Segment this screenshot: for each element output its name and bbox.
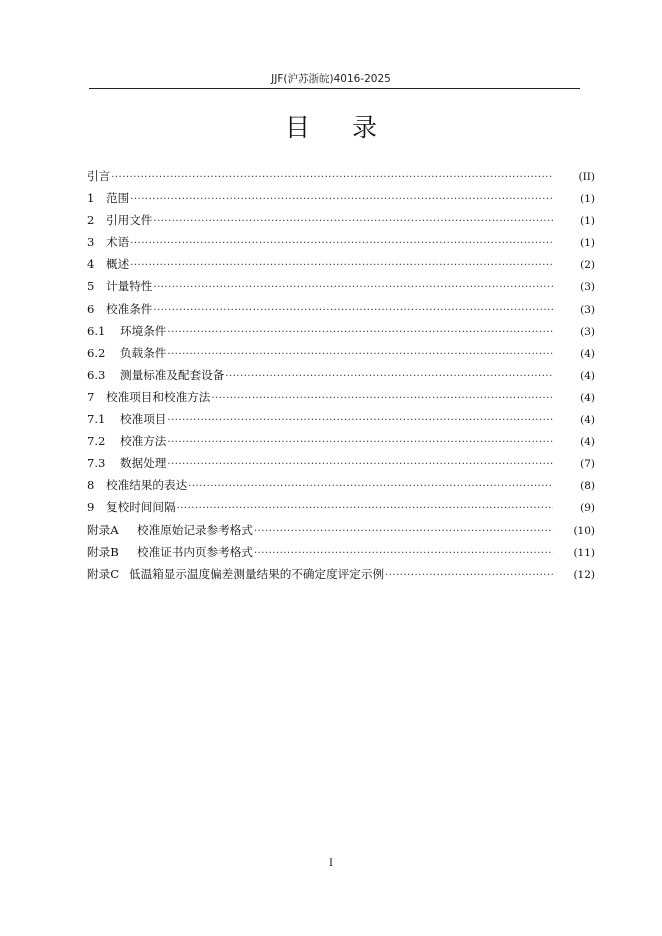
toc-entry-label: 计量特性 (106, 279, 153, 294)
toc-entry-label: 测量标准及配套设备 (120, 367, 225, 382)
toc-entry-page: (1) (580, 215, 595, 228)
toc-entry-number: 6.1 (87, 323, 106, 338)
toc-leader-dots (167, 437, 553, 448)
toc-entry-label: 概述 (106, 257, 130, 272)
toc-entry-number: 6.2 (87, 345, 106, 360)
toc-entry-label: 校准结果的表达 (106, 478, 188, 493)
toc-entry[interactable] (87, 323, 595, 345)
document-code-header: JJF(沪苏浙皖)4016-2025 (271, 73, 391, 85)
toc-entry-number: 附录C (87, 566, 120, 581)
page-number: I (329, 858, 333, 869)
toc-entry-page: (1) (580, 193, 595, 206)
toc-entry[interactable] (87, 389, 595, 411)
toc-entry-label: 校准方法 (120, 434, 167, 449)
toc-leader-dots (188, 481, 553, 492)
toc-entry[interactable] (87, 212, 595, 234)
toc-entry-page: (12) (573, 568, 595, 581)
toc-entry-page: (4) (580, 436, 595, 449)
toc-leader-dots (153, 305, 553, 316)
toc-leader-dots (130, 238, 553, 249)
toc-entry[interactable] (87, 278, 595, 300)
toc-leader-dots (167, 415, 553, 426)
page-title (0, 108, 662, 144)
toc-leader-dots (385, 570, 553, 581)
toc-entry-label: 校准项目和校准方法 (106, 389, 211, 404)
toc-entry-number: 4 (87, 257, 95, 272)
toc-entry-page: (3) (580, 303, 595, 316)
toc-entry-number: 7.2 (87, 434, 106, 449)
toc-entry-label: 引用文件 (106, 213, 153, 228)
toc-entry[interactable] (87, 345, 595, 367)
toc-entry-number: 2 (87, 213, 95, 228)
toc-entry-number: 9 (87, 500, 95, 515)
toc-entry[interactable] (87, 367, 595, 389)
toc-entry-number: 附录B (87, 544, 119, 559)
toc-entry-label: 校准项目 (120, 412, 167, 427)
toc-entry-number: 6 (87, 301, 95, 316)
toc-entry[interactable] (87, 190, 595, 212)
toc-entry[interactable] (87, 433, 595, 455)
title-char-2: 录 (352, 113, 378, 142)
toc-entry-label: 复校时间间隔 (106, 500, 176, 515)
toc-entry-label: 校准条件 (106, 301, 153, 316)
toc-entry-page: (4) (580, 347, 595, 360)
toc-leader-dots (167, 327, 553, 338)
toc-entry-page: (10) (573, 524, 595, 537)
toc-entry-number: 6.3 (87, 367, 106, 382)
toc-leader-dots (153, 282, 553, 293)
toc-entry-page: (3) (580, 325, 595, 338)
toc-leader-dots (153, 216, 553, 227)
toc-entry-label: 校准原始记录参考格式 (137, 522, 253, 537)
toc-leader-dots (254, 526, 553, 537)
toc-leader-dots (167, 459, 553, 470)
toc-entry[interactable] (87, 301, 595, 323)
toc-entry-number: 3 (87, 235, 95, 250)
toc-leader-dots (130, 194, 553, 205)
toc-entry-label: 引言 (87, 169, 111, 183)
toc-entry[interactable] (87, 522, 595, 544)
toc-entry-label: 范围 (106, 191, 130, 206)
header-divider (89, 88, 580, 89)
title-char-1: 目 (284, 113, 310, 142)
table-of-contents (87, 168, 595, 588)
toc-entry[interactable] (87, 566, 595, 588)
toc-entry[interactable] (87, 544, 595, 566)
toc-entry[interactable] (87, 499, 595, 521)
toc-entry[interactable] (87, 234, 595, 256)
toc-entry-page: (7) (580, 458, 595, 471)
toc-entry-page: (3) (580, 281, 595, 294)
toc-entry[interactable] (87, 168, 595, 190)
toc-entry-page: (1) (580, 237, 595, 250)
toc-leader-dots (167, 349, 553, 360)
toc-entry-page: (4) (580, 391, 595, 404)
toc-entry-label: 负载条件 (120, 345, 167, 360)
toc-entry-label: 低温箱显示温度偏差测量结果的不确定度评定示例 (129, 566, 385, 581)
toc-entry-label: 术语 (106, 235, 130, 250)
toc-leader-dots (211, 393, 553, 404)
toc-leader-dots (111, 172, 553, 183)
toc-entry-label: 数据处理 (120, 456, 167, 471)
toc-entry-number: 7.3 (87, 456, 106, 471)
toc-leader-dots (130, 260, 553, 271)
toc-leader-dots (177, 503, 553, 514)
toc-entry-number: 5 (87, 279, 95, 294)
toc-entry-number: 8 (87, 478, 95, 493)
toc-entry-page: (8) (580, 480, 595, 493)
toc-entry[interactable] (87, 477, 595, 499)
toc-entry[interactable] (87, 411, 595, 433)
toc-entry[interactable] (87, 455, 595, 477)
toc-entry-page: (II) (578, 171, 595, 183)
toc-entry-label: 环境条件 (120, 323, 167, 338)
toc-entry-page: (9) (580, 502, 595, 515)
toc-entry-number: 附录A (87, 522, 119, 537)
toc-entry-number: 1 (87, 191, 95, 206)
toc-entry-number: 7 (87, 389, 95, 404)
toc-entry-page: (4) (580, 369, 595, 382)
toc-entry[interactable] (87, 256, 595, 278)
toc-leader-dots (254, 548, 553, 559)
toc-entry-page: (4) (580, 414, 595, 427)
toc-entry-number: 7.1 (87, 412, 106, 427)
toc-leader-dots (225, 371, 553, 382)
toc-entry-page: (2) (580, 259, 595, 272)
toc-entry-page: (11) (573, 546, 595, 559)
toc-entry-label: 校准证书内页参考格式 (137, 544, 253, 559)
